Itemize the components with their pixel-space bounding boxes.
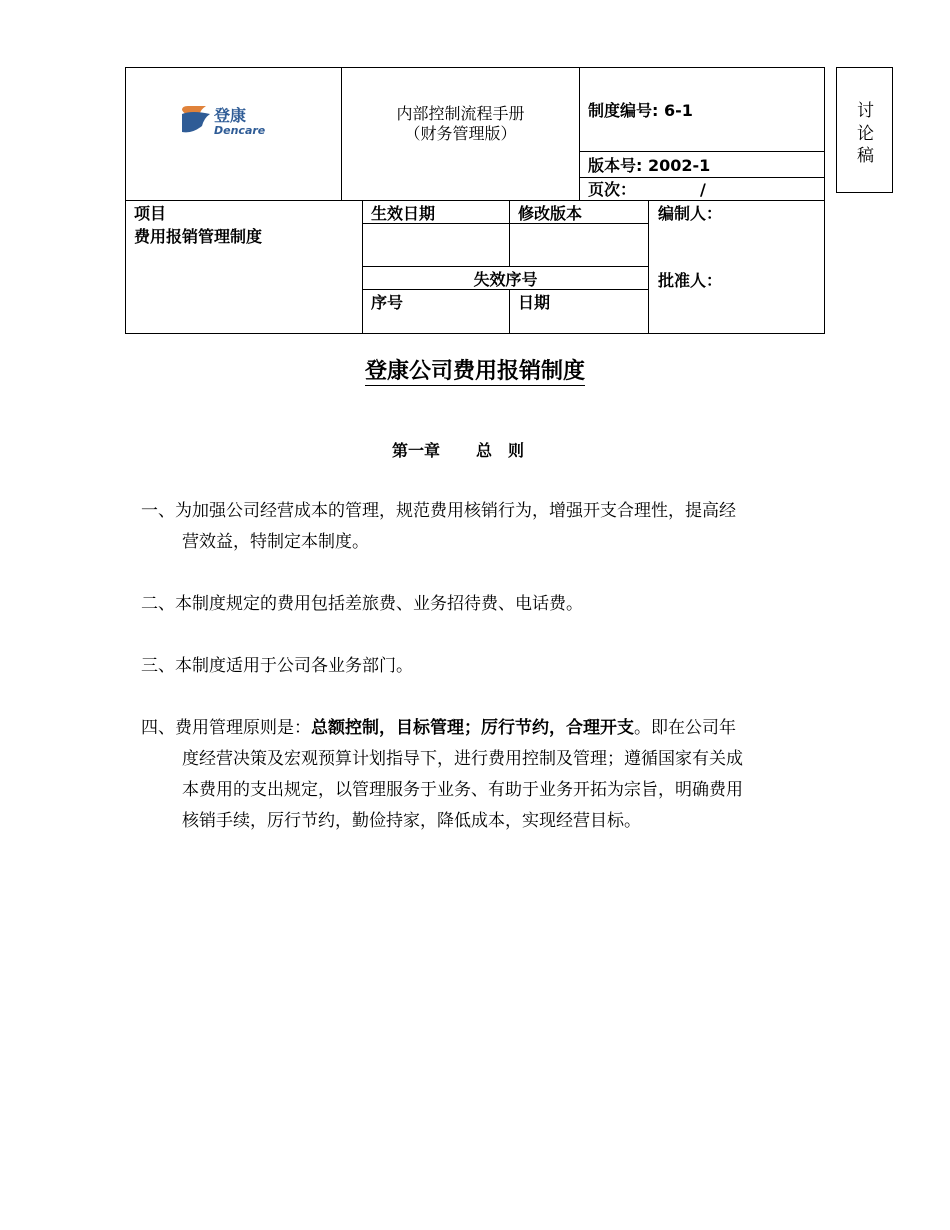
paragraph-2: 二、本制度规定的费用包括差旅费、业务招待费、电话费。: [141, 594, 583, 614]
paragraph-4-line-3: 本费用的支出规定，以管理服务于业务、有助于业务开拓为宗旨，明确费用: [182, 780, 743, 800]
version-number: 版本号: 2002-1: [588, 156, 711, 175]
revision-header: 修改版本: [518, 204, 583, 223]
draft-char-1: 讨: [857, 101, 874, 121]
invalid-number-header: 失效序号: [473, 270, 538, 289]
item-label: 项目: [134, 204, 167, 223]
logo-cn-text: 登康: [214, 106, 247, 125]
paragraph-4-principles: 总额控制，目标管理；厉行节约，合理开支: [311, 718, 634, 738]
dencare-logo-icon: [180, 104, 280, 138]
draft-stamp: [836, 67, 893, 193]
paragraph-4-prefix: 四、费用管理原则是：: [141, 718, 311, 738]
logo-en-text: Dencare: [214, 124, 266, 137]
compiler-label: 编制人：: [658, 204, 723, 223]
policy-number: 制度编号: 6-1: [588, 101, 693, 120]
dencare-logo: [180, 104, 280, 138]
paragraph-1-line-2: 营效益，特制定本制度。: [182, 532, 369, 552]
sequence-header: 序号: [371, 293, 404, 312]
draft-char-2: 论: [857, 124, 874, 144]
approver-label: 批准人：: [658, 271, 723, 290]
paragraph-4-line-1: [141, 713, 736, 744]
draft-char-3: 稿: [857, 146, 874, 166]
document-title-text: 登康公司费用报销制度: [364, 359, 585, 384]
manual-title-line2: （财务管理版）: [404, 124, 517, 143]
paragraph-4-suffix: 。即在公司年: [634, 718, 736, 738]
date-header: 日期: [518, 293, 551, 312]
paragraph-1-line-1: 一、为加强公司经营成本的管理，规范费用核销行为，增强开支合理性，提高经: [141, 501, 736, 521]
manual-title: [342, 104, 579, 144]
chapter-name: 总 则: [476, 441, 525, 460]
page-separator: /: [700, 180, 706, 199]
chapter-number: 第一章: [392, 441, 441, 460]
paragraph-4-line-2: 度经营决策及宏观预算计划指导下，进行费用控制及管理；遵循国家有关成: [182, 749, 743, 769]
effective-date-header: 生效日期: [371, 204, 436, 223]
page-label: 页次：: [588, 180, 637, 199]
paragraph-3: 三、本制度适用于公司各业务部门。: [141, 656, 413, 676]
item-value: 费用报销管理制度: [134, 227, 263, 246]
paragraph-4-line-4: 核销手续，厉行节约，勤俭持家，降低成本，实现经营目标。: [182, 811, 641, 831]
document-title: [0, 354, 950, 385]
manual-title-line1: 内部控制流程手册: [396, 104, 525, 123]
